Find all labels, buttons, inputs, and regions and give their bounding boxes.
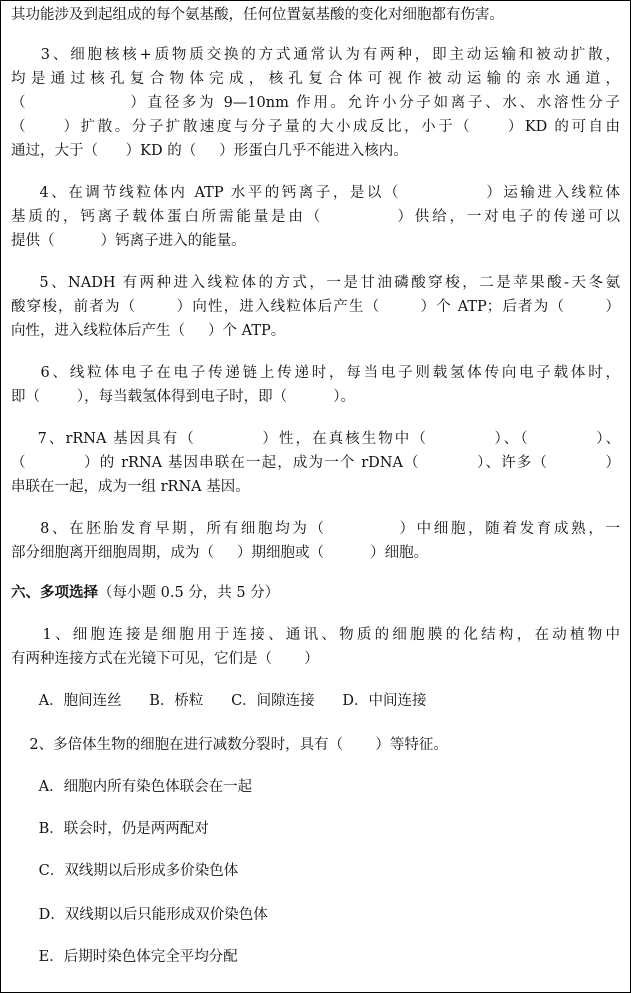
text-line: 基质的，钙离子载体蛋白所需能量是由（ ）供给，一对电子的传递可以 bbox=[11, 209, 620, 225]
section-heading bbox=[11, 583, 620, 603]
text-line: 串联在一起，成为一组 rRNA 基因。 bbox=[11, 479, 250, 495]
text-line: 8、在胚胎发育早期，所有细胞均为（ ）中细胞，随着发育成熟，一 bbox=[11, 521, 620, 537]
text-line: 通过，大于（ ）KD 的（ ）形蛋白几乎不能进入核内。 bbox=[11, 143, 408, 159]
text-line: 其功能涉及到起组成的每个氨基酸，任何位置氨基酸的变化对细胞都有伤害。 bbox=[11, 7, 504, 23]
text-line: 酸穿梭，前者为（ ）向性，进入线粒体后产生（ ）个 ATP；后者为（ ） bbox=[11, 299, 620, 315]
text-line: 均是通过核孔复合物体完成，核孔复合体可视作被动运输的亲水通道， bbox=[11, 71, 620, 87]
option-line: A．细胞内所有染色体联会在一起 bbox=[11, 779, 253, 795]
text-line: 6、线粒体电子在电子传递链上传递时，每当电子则载氢体传向电子载体时， bbox=[11, 365, 620, 381]
text-line: 向性，进入线粒体后产生（ ）个 ATP。 bbox=[11, 323, 286, 339]
text-line: 有两种连接方式在光镜下可见，它们是（ ） bbox=[11, 651, 319, 667]
text-line: 1、细胞连接是细胞用于连接、通讯、物质的细胞膜的化结构，在动植物中 bbox=[11, 627, 620, 643]
option-line: E．后期时染色体完全平均分配 bbox=[11, 949, 238, 965]
text-line: 即（ ），每当载氢体得到电子时，即（ ）。 bbox=[11, 389, 355, 405]
text-line: （ ）直径多为 9—10nm 作用。允许小分子如离子、水、水溶性分子 bbox=[11, 95, 620, 111]
text-line: （ ）扩散。分子扩散速度与分子量的大小成反比，小于（ ）KD 的可自由 bbox=[11, 119, 620, 135]
text-line: 5、NADH 有两种进入线粒体的方式，一是甘油磷酸穿梭，二是苹果酸-天冬氨 bbox=[11, 275, 620, 291]
option-line: B．联会时，仍是两两配对 bbox=[11, 821, 209, 837]
text-line: 3、细胞核核+质物质交换的方式通常认为有两种，即主动运输和被动扩散， bbox=[11, 47, 620, 63]
option-line: D．双线期以后只能形成双价染色体 bbox=[11, 907, 268, 923]
option-line: C．双线期以后形成多价染色体 bbox=[11, 863, 239, 879]
section-title: 六、多项选择 bbox=[11, 584, 98, 601]
text-line: 部分细胞离开细胞周期，成为（ ）期细胞或（ ）细胞。 bbox=[11, 545, 429, 561]
option-line: A．胞间连丝 B．桥粒 C．间隙连接 D．中间连接 bbox=[11, 693, 427, 709]
section-note: （每小题 0.5 分，共 5 分） bbox=[98, 585, 280, 601]
text-line: 2、多倍体生物的细胞在进行减数分裂时，具有（ ）等特征。 bbox=[11, 737, 448, 753]
text-line: （ ）的 rRNA 基因串联在一起，成为一个 rDNA（ ）、许多（ ） bbox=[11, 455, 620, 471]
text-line: 4、在调节线粒体内 ATP 水平的钙离子，是以（ ）运输进入线粒体 bbox=[11, 185, 620, 201]
text-line: 7、rRNA 基因具有（ ）性，在真核生物中（ ）、（ ）、 bbox=[11, 431, 620, 447]
text-line: 提供（ ）钙离子进入的能量。 bbox=[11, 233, 246, 249]
